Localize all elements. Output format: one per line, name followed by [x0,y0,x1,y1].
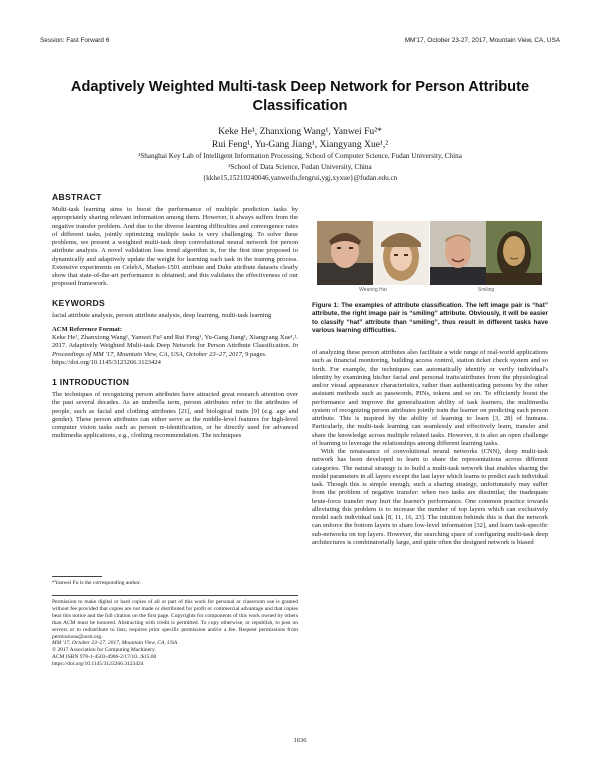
running-header-conference: MM'17, October 23-27, 2017, Mountain View, CA, USA [404,37,560,44]
paper-title: Adaptively Weighted Multi-task Deep Network for Person Attribute Classification [70,79,530,114]
figure-1-caption: Figure 1: The examples of attribute classification. The left image pair is “hat” attribute, the right image pair is “smiling” attribute. Obviously, it will be easier to classify “hat” attribute than “smiling”, thus result in different tasks have various learning difficulties. [312,302,548,334]
permission-doi[interactable]: https://doi.org/10.1145/3123266.3123424 [52,661,144,668]
abstract-heading: ABSTRACT [52,192,102,202]
acm-ref-pages: 9 pages. [245,350,267,358]
introduction-paragraph-2: of analyzing these person attributes also facilitate a wide range of real-world applications such as financial monitoring, building access control, station ticket check system and so forth. For example, the techniques can automatically identify or verify individual's identity by examining his/her facial and personal traits/attributes from the physiological and/or visual appearance characteristics, rather than authenticating persons by the other assistant methods such as passwords, PINs, tokens and so on. To efficiently boost the performance and improve the generalization ability of task learners, the multimedia system of recognizing person attributes jointly train the learner on predicting each person attribute. This is inspired by the ability of learning to learn [3, 28] of humans. Particularly, the multi-task learning can seamlessly and effectively learn, transfer and share the knowledge across multiple related tasks. However, it is also an open challenge of learning to leverage the relationships among different learning tasks. [312,349,548,447]
left-column [52,192,298,441]
figure-label-smiling: Smiling [477,287,495,293]
acm-ref-authors: Keke He¹, Zhanxiong Wang¹, Yanwei Fu² and Rui Feng¹, Yu-Gang Jiang¹, Xiangyang Xue¹,². [52,334,298,341]
author-emails: {kkhe15,15210240046,yanweifu,fengrui,ygj,xyxue}@fudan.edu.cn [202,174,398,182]
running-header-session: Session: Fast Forward 6 [40,37,110,44]
introduction-paragraph-1: The techniques of recognizing person attributes have attracted great research attention over the past several decades. As an umbrella term, person attributes refer to the attributes of people, such as facial and clothing attributes [21], and biological traits [9] (e.g. age and gender). These person attributes can either serve as the middle-level features for high-level computer vision tasks such as person re-identification, or be directly used for advanced multimedia applications, e.g., clothing recommendation. The techniques [52,391,298,440]
figure-image-hat-woman [373,221,429,285]
permission-rule [52,595,298,596]
keywords-heading: KEYWORDS [52,297,106,308]
introduction-paragraph-3: With the renaissance of convolutional neural networks (CNN), deep multi-task network has been developed to learn to share the representations across different categories. The natural strategy is to build a multi-task network that enables sharing the model parameters in all layers except the last layer which learns to predict each individual task. Though this is simple enough, such a sharing strategy, unfortunately may suffer from the problem of negative transfer: when two tasks are dissimilar, the inadequate brute-force transfer may hurt the learner's performance. One common practice towards alleviating this problem is to increase the number of top layers which can exclusively model each individual task [8, 11, 16, 23]. The intuition behinds this is that the network can enforce the bottom layers to share low-level information [32], and learn task-specific sub-networks on top layers. However, the searching space of configuring multi-task deep architectures is combinatorially large, and quite often the designed network is biased [312,448,548,546]
figure-label-hat: Wearing Hat [359,287,387,293]
keywords-text: facial attribute analysis, person attribute analysis, deep learning, multi-task learning [52,311,272,319]
permission-copyright: © 2017 Association for Computing Machinery. [52,647,156,654]
acm-ref-title: 2017. Adaptively Weighted Multi-task Deep Network for Person Attribute Classification. [52,342,291,350]
abstract-text: Multi-task learning aims to boost the performance of multiple prediction tasks by appropriately sharing relevant information among them. However, it always suffers from the negative transfer problem. And due to the diverse learning difficulties and convergence rates of different tasks, jointly optimizing multiple tasks is very challenging. To solve these problems, we present a weighted multi-task deep convolutional neural network for person attribute analysis. A novel validation loss trend algorithm is, for the first time proposed to dynamically and adaptively update the weight for learning each task in the training process. Extensive experiments on CelebA, Market-1501 attribute and Duke attribute datasets clearly show that state-of-the-art performance is obtained; and this validates the effectiveness of our proposed framework. [52,206,298,288]
authors-line-2: Rui Feng¹, Yu-Gang Jiang¹, Xiangyang Xue¹,² [211,139,389,150]
figure-image-smiling-man [430,221,486,285]
acm-ref-doi[interactable]: https://doi.org/10.1145/3123266.3123424 [52,358,161,366]
footnote-rule [52,576,102,577]
page-number: 1636 [293,737,307,744]
permission-block [52,599,298,668]
figure-image-mona-lisa [486,221,542,285]
affiliation-1: ¹Shanghai Key Lab of Intelligent Information Processing, School of Computer Science, Fudan University, China [138,152,462,160]
corresponding-author-footnote: *Yanwei Fu is the corresponding author. [52,580,141,586]
affiliation-2: ²School of Data Science, Fudan University, China [228,163,372,171]
permission-conference: MM '17, October 23–27, 2017, Mountain View, CA, USA [52,640,178,647]
introduction-heading: 1 INTRODUCTION [52,377,130,387]
figure-image-hat-man [317,221,373,285]
acm-reference-text [52,334,298,367]
permission-isbn: ACM ISBN 978-1-4503-4906-2/17/10...$15.00 [52,654,157,661]
acm-ref-proceedings: In Proceedings of MM '17, Mountain View, CA, USA, October 23–27, 2017, [52,342,298,358]
authors-line-1: Keke He¹, Zhanxiong Wang¹, Yanwei Fu²* [218,126,382,137]
acm-reference-heading: ACM Reference Format: [52,325,123,333]
permission-text: Permission to make digital or hard copies of all or part of this work for personal or classroom use is granted without fee provided that copies are not made or distributed for profit or commercial advantage and that copies bear this notice and the full citation on the first page. Copyrights for components of this work owned by others than ACM must be honored. Abstracting with credit is permitted. To copy otherwise, or republish, to post on servers or to redistribute to lists, requires prior specific permission and/or a fee. Request permissions from permissions@acm.org. [52,599,298,640]
right-column [312,349,548,547]
